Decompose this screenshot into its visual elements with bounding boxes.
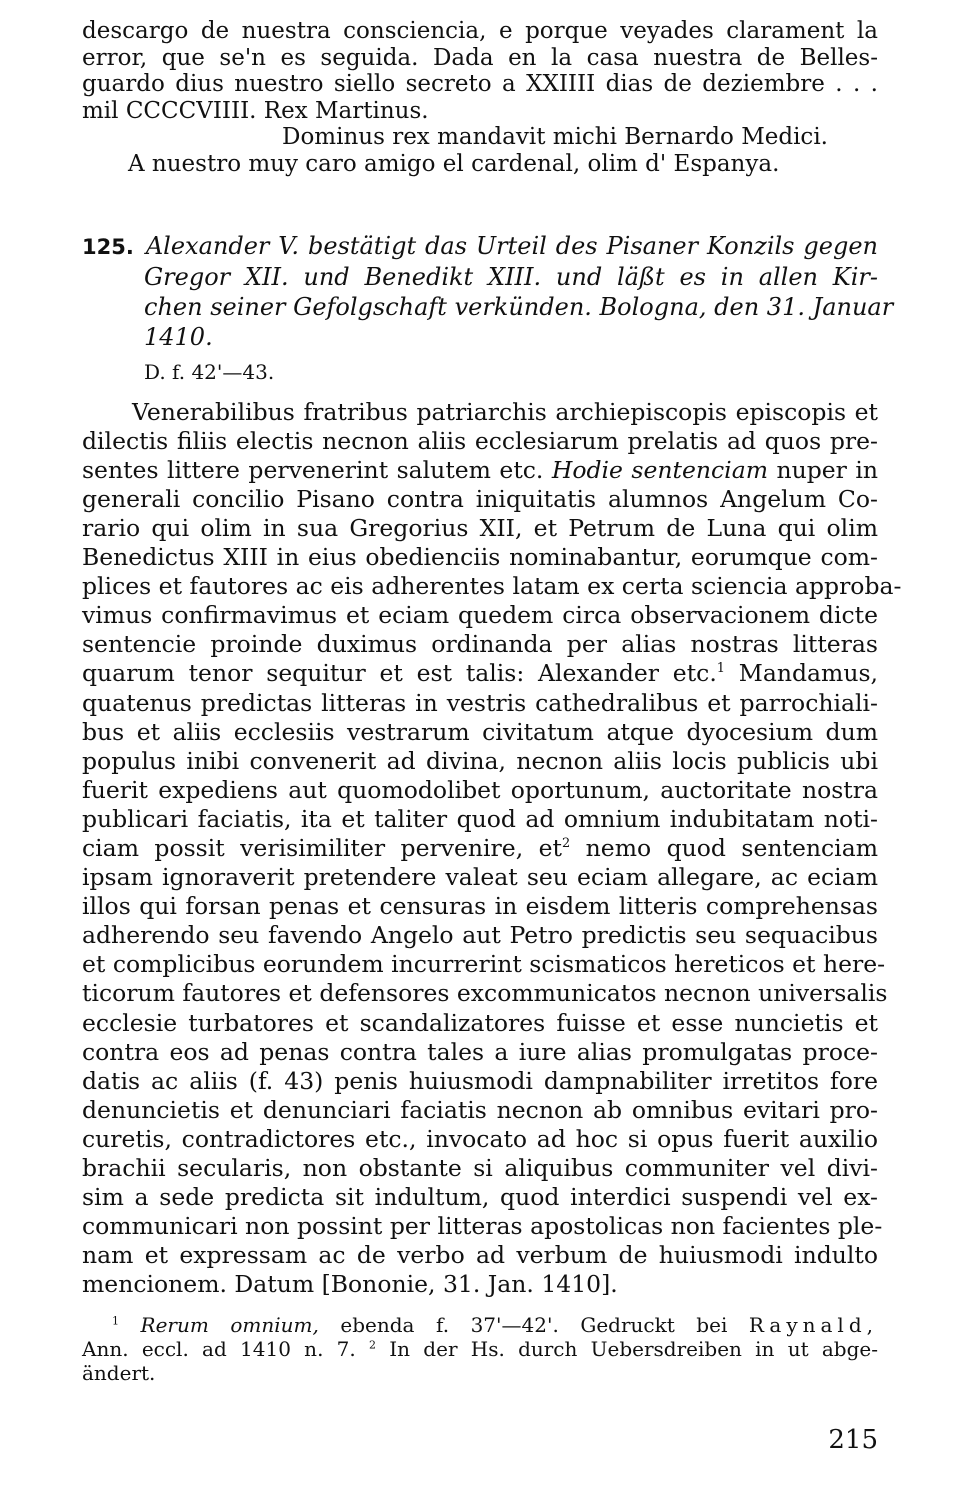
body-line: sim a sede predicta sit indultum, quod interdici suspendi vel ex- (82, 1183, 878, 1212)
page-number: 215 (828, 1425, 878, 1455)
document-body (82, 397, 902, 1300)
heading-line: Gregor XII. und Benedikt XIII. und läßt es in allen Kir- (144, 262, 878, 291)
text-line: mil CCCCVIIII. Rex Martinus. (82, 97, 429, 124)
body-line: ecclesie turbatores et scandalizatores fuisse et esse nuncietis et (82, 1008, 878, 1037)
body-line: nam et expressam ac de verbo ad verbum de huiusmodi indulto (82, 1241, 878, 1270)
body-line: adherendo seu favendo Angelo aut Petro predictis seu sequacibus (82, 921, 878, 950)
incipit: Hodie sentenciam (551, 455, 768, 484)
body-line: bus et aliis ecclesiis vestrarum civitatum atque dyocesium dum (82, 717, 878, 746)
body-line: publicari faciatis, ita et taliter quod ad omnium indubitatam noti- (82, 804, 878, 833)
address-line: A nuestro muy caro amigo el cardenal, olim d' Espanya. (128, 150, 780, 177)
text-line: descargo de nuestra consciencia, e porque veyades clarament la (82, 18, 878, 44)
body-line: datis ac aliis (f. 43) penis huiusmodi dampnabiliter irretitos fore (82, 1066, 878, 1095)
body-line: contra eos ad penas contra tales a iure alias promulgatas proce- (82, 1037, 878, 1066)
document-heading (82, 231, 894, 352)
body-line: sentencie proinde duximus ordinanda per alias nostras litteras (82, 630, 878, 659)
body-line: plices et fautores ac eis adherentes latam ex certa sciencia approba- (82, 572, 902, 601)
body-line: Venerabilibus fratribus patriarchis archiepiscopis episcopis et (132, 397, 878, 426)
footnote-line: Ann. eccl. ad 1410 n. 7. $^2$ In der Hs. durch Uebersdreiben in ut abge- (82, 1337, 878, 1362)
body-line: Benedictus XIII in eius obedienciis nominabantur, eorumque com- (82, 543, 878, 572)
body-line: quatenus predictas litteras in vestris cathedralibus et parrochiali- (82, 688, 878, 717)
heading-line: chen seiner Gefolgschaft verkünden. Bologna, den 31. Januar (144, 292, 894, 321)
body-line: ticorum fautores et defensores excommunicatos necnon universalis (82, 979, 888, 1008)
document-number: 125. (82, 234, 134, 259)
body-line: denuncietis et denunciari faciatis necnon ab omnibus evitari pro- (82, 1095, 878, 1124)
body-line: ciam possit verisimiliter pervenire, $et^2$ nemo quod sentenciam (82, 833, 878, 862)
body-line: populus inibi convenerit ad divina, necnon aliis locis publicis ubi (82, 746, 878, 775)
footnote-number: 1 (112, 1314, 119, 1328)
body-line: et complicibus eorundem incurrerint scismaticos hereticos et here- (82, 950, 886, 979)
body-line: generali concilio Pisano contra iniquitatis alumnos Angelum Co- (82, 484, 878, 513)
footnote-line: $^1$ Rerum omnium, ebenda f. 37'—42'. Gedruckt bei Raynald, (112, 1313, 878, 1338)
body-line: quarum tenor sequitur et est talis: Alexander etc.$^1$ Mandamus, (82, 659, 879, 688)
body-line: communicari non possint per litteras apostolicas non facientes ple- (82, 1212, 883, 1241)
body-line: curetis, contradictores etc., invocato ad hoc si opus fuerit auxilio (82, 1124, 878, 1153)
footnote-number: 2 (369, 1338, 377, 1352)
source-reference: D. f. 42'—43. (144, 359, 275, 384)
footnote-line: ändert. (82, 1361, 156, 1386)
body-line: sentes littere pervenerint salutem etc. Hodie sentenciam nuper in (82, 455, 879, 484)
body-line: illos qui forsan penas et censuras in eisdem litteris comprehensas (82, 892, 878, 921)
body-line: brachii secularis, non obstante si aliquibus communiter vel divi- (82, 1154, 878, 1182)
heading-line: 125. Alexander V. bestätigt das Urteil des Pisaner Konzils gegen (82, 231, 878, 260)
body-line: ipsam ignoraverit pretendere valeat seu eciam allegare, ac eciam (82, 863, 878, 892)
body-line: mencionem. Datum [Bononie, 31. Jan. 1410]. (82, 1270, 618, 1299)
body-line: vimus confirmavimus et eciam quedem circa observacionem dicte (82, 601, 878, 630)
footnotes (82, 1313, 878, 1385)
preceding-document-ending (82, 18, 878, 178)
text-line: guardo dius nuestro siello secreto a XXIIII dias de deziembre . . . (82, 71, 878, 98)
footnote-marker: 1 (716, 661, 726, 677)
body-line: dilectis filiis electis necnon aliis ecclesiarum prelatis ad quos pre- (82, 426, 878, 455)
text-line: error, que se'n es seguida. Dada en la casa nuestra de Belles- (82, 44, 878, 71)
page-content (82, 18, 902, 1386)
body-line: rario qui olim in sua Gregorius XII, et Petrum de Luna qui olim (82, 513, 878, 542)
author-name: Raynald, (748, 1313, 878, 1338)
heading-line: 1410. (144, 322, 213, 351)
footnote-marker: 2 (561, 835, 571, 851)
closing-line: Dominus rex mandavit michi Bernardo Medici. (282, 124, 828, 151)
body-line: fuerit expediens aut quomodolibet oportunum, auctoritate nostra (82, 775, 878, 804)
